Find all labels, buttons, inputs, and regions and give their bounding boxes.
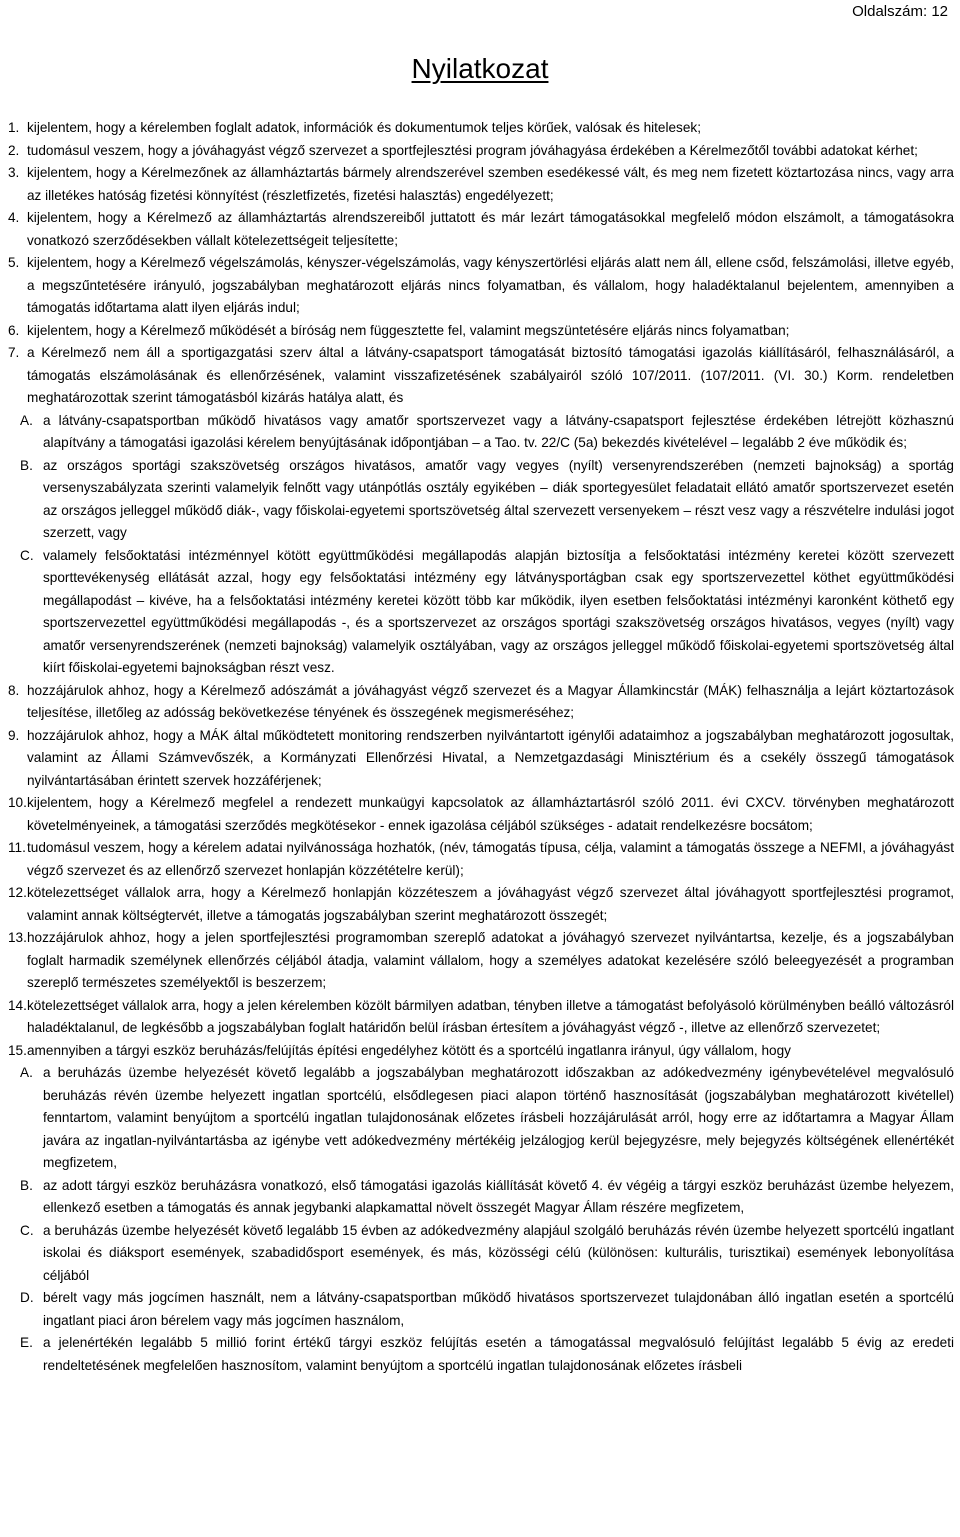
item-text: hozzájárulok ahhoz, hogy a jelen sportfejlesztési programomban szereplő adatokat a jóváhagyó szervezet nyilvántartsa, kezelje, és a jogszabályban foglalt harmadik személynek ellenőrzés céljából átadja, valamint vállalom, hogy a személyes adatokat kezelésére szóló beleegyezését a programban szereplő természetes személyektől is beszerzem; [27, 930, 954, 990]
declaration-subitem [8, 1287, 954, 1332]
subitem-letter: E. [20, 1335, 33, 1350]
item-number: 8. [8, 682, 20, 698]
declaration-item [8, 837, 954, 882]
declaration-subitem [8, 545, 954, 680]
declaration-item [8, 320, 954, 343]
item-text: kijelentem, hogy a kérelemben foglalt adatok, információk és dokumentumok teljes körűek, valósak és hitelesek; [27, 120, 701, 135]
subitem-text: az adott tárgyi eszköz beruházásra vonatkozó, első támogatási igazolás kiállítását követő 4. év végéig a tárgyi eszköz beruházást üzembe helyezem, ellenkező esetben a támogatás és annak jegybanki alapkamattal növelt összegét Magyar Állam részére megfizetem, [43, 1177, 954, 1215]
declaration-item [8, 927, 954, 995]
document-title-text: Nyilatkozat [411, 53, 549, 84]
declaration-subitem [8, 1175, 954, 1220]
document-title [0, 52, 960, 86]
declaration-subitem [8, 410, 954, 455]
subitem-text: a látvány-csapatsportban működő hivatásos vagy amatőr sportszervezet vagy a látvány-csapatsport fejlesztése érdekében létrejött közhasznú alapítvány a támogatási igazolási kérelem benyújtásának időpontjában – a Tao. tv. 22/C (5a) bekezdés kivételével – legalább 2 éve működik és; [43, 412, 954, 450]
item-number: 12. [8, 885, 27, 900]
subitem-letter: C. [20, 547, 34, 563]
item-text: kötelezettséget vállalok arra, hogy a jelen kérelemben közölt bármilyen adatban, tényben illetve a támogatást befolyásoló körülményben beálló változásról haladéktalanul, de legkésőbb a jogszabályban foglalt határidőn belül írásban értesítem a jóváhagyást végző -, illetve az ellenőrző szervezetet; [27, 997, 954, 1035]
item-text: tudomásul veszem, hogy a jóváhagyást végző szervezet a sportfejlesztési program jóváhagyása érdekében a Kérelmezőtől további adatokat kérhet; [27, 142, 918, 158]
item-text: hozzájárulok ahhoz, hogy a MÁK által működtetett monitoring rendszerben nyilvántartott igénylői adataimhoz a jogszabályban meghatározott jogosultak, valamint az Állami Számvevőszék, a Kormányzati Ellenőrzési Hivatal, a Nemzetgazdasági Minisztérium és a csekély összegű támogatások nyilvántartásában érintett szervek hozzáférjenek; [27, 727, 954, 788]
declaration-item [8, 117, 954, 140]
subitem-letter: B. [20, 457, 33, 473]
subitem-text: a beruházás üzembe helyezését követő legalább 15 évben az adókedvezmény alapjául szolgáló beruházás révén üzembe helyezett sportcélú ingatlant iskolai és diáksport események, szabadidősport események, és más, közösségi célú (különösen: kulturális, turisztikai) események lebonyolítása céljából [43, 1222, 954, 1283]
declaration-subitem [8, 1220, 954, 1288]
subitem-text: a jelenértékén legalább 5 millió forint értékű tárgyi eszköz felújítás esetén a támogatással megvalósuló felújítást legalább 5 évig az eredeti rendeltetésének megfelelően hasznosítom, valamint benyújtom a sportcélú ingatlan tulajdonosának előzetes írásbeli [43, 1335, 954, 1373]
item-text: kijelentem, hogy a Kérelmező működését a bíróság nem függesztette fel, valamint megszüntetésére eljárás nincs folyamatban; [27, 322, 790, 338]
item-text: kijelentem, hogy a Kérelmező az államháztartás alrendszereiből juttatott és már lezárt támogatásokkal megfelelő módon elszámolt, a támogatásokra vonatkozó szerződésekben vállalt kötelezettségeit teljesítette; [27, 210, 954, 248]
item-number: 1. [8, 120, 20, 135]
item-number: 9. [8, 727, 20, 743]
declaration-item [8, 140, 954, 163]
subitem-text: bérelt vagy más jogcímen használt, nem a látvány-csapatsportban működő hivatásos sportszervezet tulajdonában álló ingatlan esetén a sportcélú ingatlant piaci áron bérelem vagy más jogcímen használom, [43, 1290, 954, 1328]
item-number: 13. [8, 930, 27, 945]
item-number: 2. [8, 142, 20, 158]
subitem-letter: A. [20, 412, 33, 428]
declaration-list [8, 117, 954, 1377]
item-number: 10. [8, 795, 27, 810]
item-text: kijelentem, hogy a Kérelmező megfelel a rendezett munkaügyi kapcsolatok az államháztartásról szóló 2011. évi CXCV. törvényben meghatározott követelményeinek, a támogatási szerződés megkötésekor - ennek igazolása céljából szükséges - adatait rendelkezésre bocsátom; [27, 795, 954, 833]
declaration-item [8, 1040, 954, 1063]
subitem-letter: B. [20, 1177, 33, 1193]
item-text: hozzájárulok ahhoz, hogy a Kérelmező adószámát a jóváhagyást végző szervezet és a Magyar Államkincstár (MÁK) felhasználja a lejárt köztartozások teljesítése, illetőleg az adósság bekövetkezése tényének és összegének megismeréséhez; [27, 682, 954, 720]
declaration-item [8, 882, 954, 927]
item-number: 6. [8, 322, 20, 338]
item-number: 5. [8, 255, 20, 270]
item-text: amennyiben a tárgyi eszköz beruházás/felújítás építési engedélyhez kötött és a sportcélú ingatlanra irányul, úgy vállalom, hogy [27, 1042, 791, 1058]
subitem-letter: A. [20, 1065, 33, 1080]
page-number: Oldalszám: 12 [852, 3, 948, 20]
subitem-text: az országos sportági szakszövetség országos hivatásos, amatőr vagy vegyes (nyílt) versenyrendszerében (nemzeti bajnokság) a sportág versenyszabályzata szerinti valamelyik felnőtt vagy utánpótlás osztály egyikében – diák sportegyesület feladatait ellátó amatőr sportszervezet esetén az országos jelleggel működő diák-, vagy főiskolai-egyetemi sportszövetség által szervezett versenyekem – részt vesz vagy a részvételre indulási jogot szerzett, vagy [43, 457, 954, 540]
subitem-text: a beruházás üzembe helyezését követő legalább a jogszabályban meghatározott időszakban az adókedvezmény igénybevételével megvalósuló beruházás révén üzembe helyezett ingatlan sportcélú, elsődlegesen piaci alapon történő hasznosítását (jogszabályban meghatározott kivétellel) fenntartom, valamint benyújtom a sportcélú ingatlan tulajdonosának előzetes írásbeli hozzájárulását arról, hogy erre az időtartamra a Magyar Állam javára az ingatlan-nyilvántartásba az igénybe vett adókedvezmény mértékéig jelzálogjog kerül bejegyzésre, mely bejegyzés költségének ellenértékét megfizetem, [43, 1065, 954, 1170]
declaration-item [8, 725, 954, 793]
item-number: 3. [8, 165, 20, 180]
item-text: kijelentem, hogy a Kérelmezőnek az államháztartás bármely alrendszerével szemben esedékessé vált, és meg nem fizetett köztartozása nincs, vagy arra az illetékes hatóság fizetési könnyítést (részletfizetés, fizetési halasztás) engedélyezett; [27, 165, 954, 203]
item-text: a Kérelmező nem áll a sportigazgatási szerv által a látvány-csapatsport támogatását biztosító támogatási igazolás kiállításáról, felhasználásáról, a támogatás elszámolásának és ellenőrzésének, valamint visszafizetésének szabályairól szóló 107/2011. (107/2011. (VI. 30.) Korm. rendeletben meghatározottak szerint támogatásból kizárás hatálya alatt, és [27, 345, 954, 405]
declaration-item [8, 792, 954, 837]
subitem-letter: D. [20, 1290, 34, 1305]
subitem-text: valamely felsőoktatási intézménnyel kötött együttműködési megállapodás alapján biztosítja a felsőoktatási intézmény keretei között szervezett sporttevékenység ellátását azzal, hogy egy felsőoktatási intézmény egy látványsportágban csak egy sportszervezettel köthet együttműködési megállapodást – kivéve, ha a felsőoktatási intézmény keretei között több kar működik, ilyen esetben felsőoktatási intézményi karonként köthető egy sportszervezettel együttműködési megállapodás -, és a sportszervezet az országos sportági szakszövetség országos hivatásos, vegyes (nyílt) vagy amatőr versenyrendszerének (nemzeti bajnokság) valamelyik osztályában, vagy az országos jelleggel működő főiskolai-egyetemi sportszövetség által kiírt főiskolai-egyetemi bajnokságban részt vesz. [43, 547, 954, 675]
declaration-item [8, 162, 954, 207]
item-number: 11. [8, 840, 26, 855]
declaration-item [8, 252, 954, 320]
item-text: kijelentem, hogy a Kérelmező végelszámolás, kényszer-végelszámolás, vagy kényszertörlési eljárás alatt nem áll, ellene csőd, felszámolási, illetve egyéb, a megszűntetésére irányuló, jogszabályban meghatározott eljárás nincs folyamatban, és vállalom, hogy haladéktalanul bejelentem, amennyiben a támogatás időtartama alatt ilyen eljárás indul; [27, 255, 954, 315]
item-number: 15. [8, 1042, 27, 1058]
declaration-item [8, 995, 954, 1040]
item-number: 4. [8, 210, 20, 225]
declaration-item [8, 342, 954, 410]
declaration-subitem [8, 1062, 954, 1175]
item-text: kötelezettséget vállalok arra, hogy a Kérelmező honlapján közzéteszem a jóváhagyást végző szervezet által jóváhagyott sportfejlesztési programot, valamint annak költségtervét, illetve a támogatás jogszabályban szerint meghatározott összegét; [27, 885, 954, 923]
declaration-item [8, 207, 954, 252]
subitem-letter: C. [20, 1222, 34, 1238]
item-number: 14. [8, 997, 27, 1013]
declaration-subitem [8, 1332, 954, 1377]
item-number: 7. [8, 345, 20, 360]
declaration-subitem [8, 455, 954, 545]
item-text: tudomásul veszem, hogy a kérelem adatai nyilvánossága hozhatók, (név, támogatás típusa, célja, valamint a támogatás összege a NEFMI, a jóváhagyást végző szervezet és az ellenőrző szervezet honlapján közzétételre kerül); [27, 840, 954, 878]
declaration-item [8, 680, 954, 725]
